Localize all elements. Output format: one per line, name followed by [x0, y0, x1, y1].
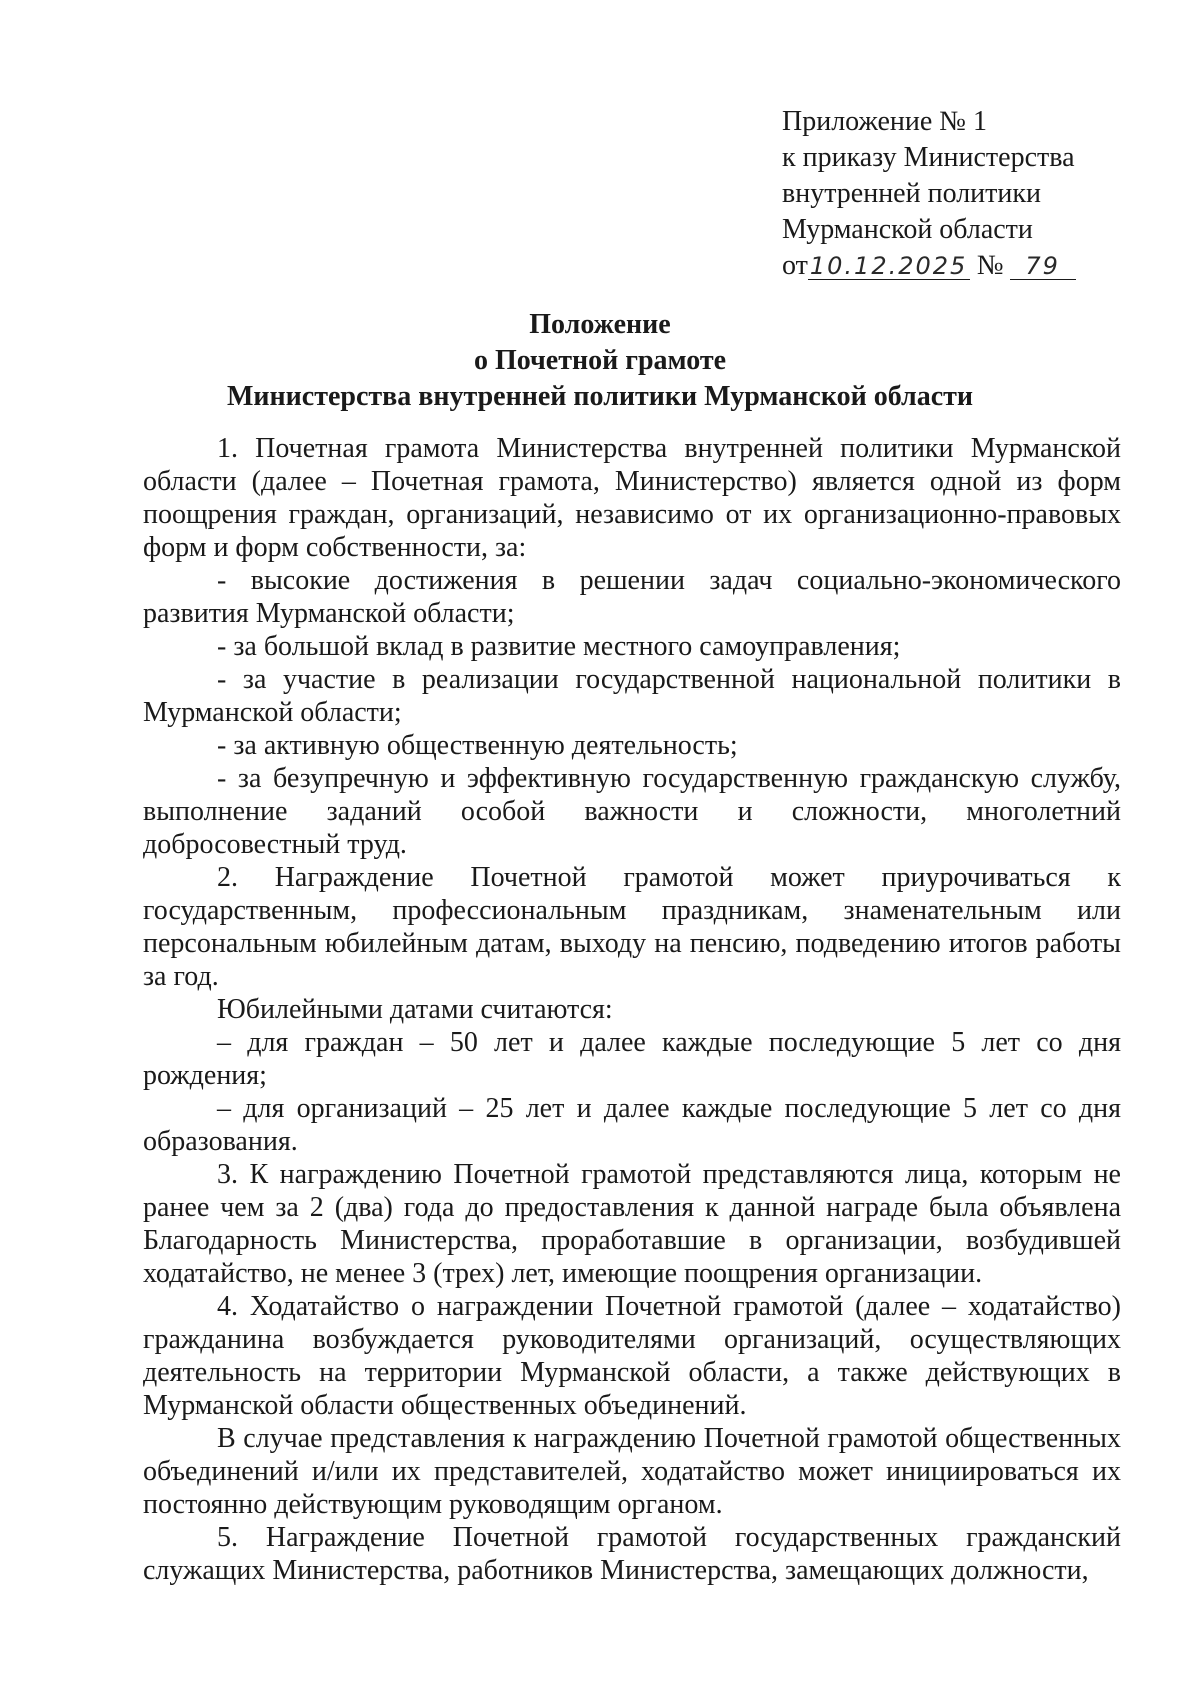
title-line-2: о Почетной грамоте	[473, 345, 727, 376]
jubilee-dates-heading: Юбилейными датами считаются:	[217, 994, 613, 1025]
date-prefix: от	[782, 250, 808, 281]
document-title	[120, 307, 1080, 415]
order-date-handwritten: 10.12.2025	[808, 253, 970, 280]
appendix-line-3: внутренней политики	[782, 178, 1041, 209]
order-date-number-line	[782, 248, 1162, 284]
paragraph-4: 4. Ходатайство о награждении Почетной грамотой (далее – ходатайство) гражданина возбуждается руководителями организаций, осуществляющих деятельность на территории Мурманской области, а также действующих в Мурманской области общественных объединений.	[143, 1291, 1121, 1421]
title-line-1: Положение	[529, 309, 671, 340]
list-item-public-activity: - за активную общественную деятельность;	[217, 730, 738, 761]
title-line-3: Министерства внутренней политики Мурманской области	[226, 381, 974, 412]
jubilee-organizations: – для организаций – 25 лет и далее каждые последующие 5 лет со дня образования.	[143, 1093, 1121, 1157]
appendix-line-4: Мурманской области	[782, 214, 1033, 245]
paragraph-2: 2. Награждение Почетной грамотой может приурочиваться к государственным, профессиональным праздникам, знаменательным или персональным юбилейным датам, выходу на пенсию, подведению итогов работы за год.	[143, 862, 1121, 992]
list-item-local-government: - за большой вклад в развитие местного самоуправления;	[217, 631, 901, 662]
document-body	[143, 432, 1121, 1587]
number-label: №	[976, 250, 1004, 281]
jubilee-citizens: – для граждан – 50 лет и далее каждые последующие 5 лет со дня рождения;	[143, 1027, 1121, 1091]
paragraph-3: 3. К награждению Почетной грамотой представляются лица, которым не ранее чем за 2 (два) года до предоставления к данной награде была объявлена Благодарность Министерства, проработавшие в организации, возбудившей ходатайство, не менее 3 (трех) лет, имеющие поощрения организации.	[143, 1159, 1121, 1289]
list-item-national-policy: - за участие в реализации государственной национальной политики в Мурманской области;	[143, 664, 1121, 728]
paragraph-5: 5. Награждение Почетной грамотой государственных гражданский служащих Министерства, работников Министерства, замещающих должности,	[143, 1522, 1121, 1586]
appendix-line-1: Приложение № 1	[782, 106, 987, 137]
appendix-line-2: к приказу Министерства	[782, 142, 1075, 173]
paragraph-4-public-associations: В случае представления к награждению Почетной грамотой общественных объединений и/или их представителей, ходатайство может инициироваться их постоянно действующим руководящим органом.	[143, 1423, 1121, 1520]
order-number-handwritten: 79	[1010, 253, 1076, 280]
list-item-civil-service: - за безупречную и эффективную государственную гражданскую службу, выполнение заданий особой важности и сложности, многолетний добросовестный труд.	[143, 763, 1121, 860]
appendix-note	[782, 104, 1162, 284]
list-item-achievements: - высокие достижения в решении задач социально-экономического развития Мурманской области;	[143, 565, 1121, 629]
paragraph-1: 1. Почетная грамота Министерства внутренней политики Мурманской области (далее – Почетная грамота, Министерство) является одной из форм поощрения граждан, организаций, независимо от их организационно-правовых форм и форм собственности, за:	[143, 433, 1121, 563]
